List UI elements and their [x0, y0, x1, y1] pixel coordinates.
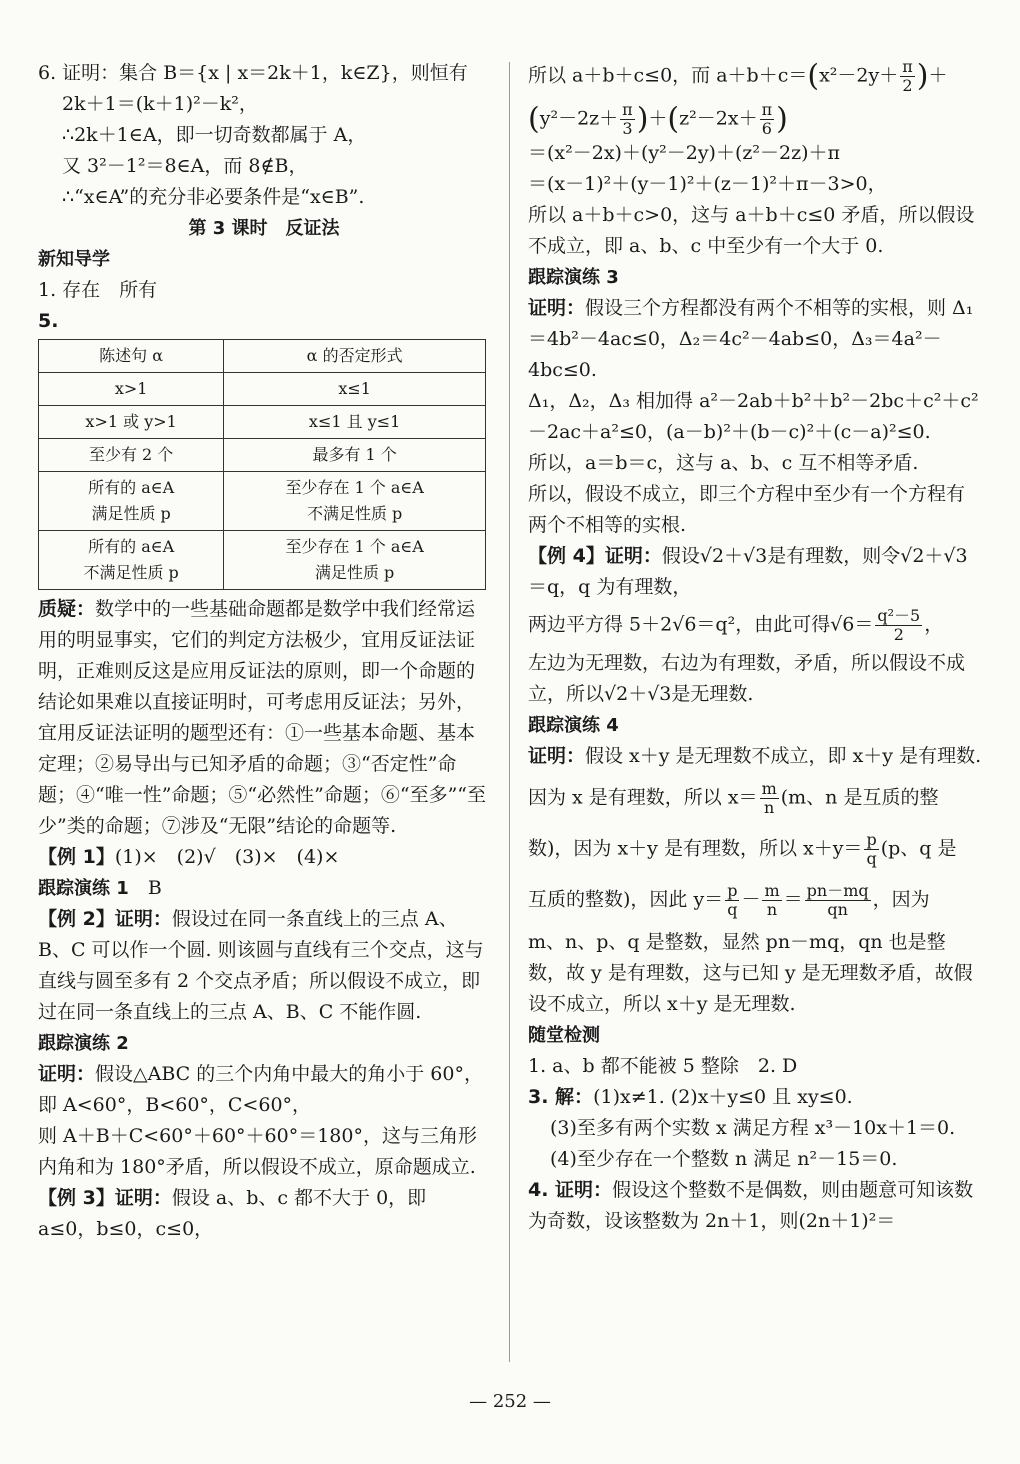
gz3-text2: Δ₁，Δ₂，Δ₃ 相加得 a²－2ab＋b²＋b²－2bc＋c²＋c²－2ac＋a²≤0，(a－b)²＋(b－c)²＋(c－a)²≤0.: [528, 390, 979, 443]
check-4: [528, 1175, 983, 1237]
r2-expr-b: z²－2x＋: [679, 107, 758, 130]
frac-pn-mq-over-qn: [805, 882, 871, 919]
gz4-text4a: 互质的整数)，因此 y＝: [528, 888, 724, 911]
c3-label: 3. 解：: [528, 1086, 594, 1108]
frac-p-over-q: [725, 882, 739, 919]
r-line5: 所以 a＋b＋c>0，这与 a＋b＋c≤0 矛盾，所以假设不成立，即 a、b、c 中至少有一个大于 0.: [528, 204, 975, 257]
r-line2: (y²－2z＋ $\frac{\pi}{3}$ )＋(z²－2x＋ $\frac{\pi}{6}$ ): [528, 100, 788, 138]
frac-pi-2: [900, 58, 915, 95]
q6-line1: 6. 证明：集合 B＝{x | x＝2k＋1，k∈Z}，则恒有: [38, 62, 468, 84]
frac-num: π: [761, 100, 773, 119]
gz4-line3: [528, 831, 983, 868]
r-line1: 所以 a＋b＋c≤0，而 a＋b＋c＝(x²－2y＋ $\frac{\pi}{2}$ )＋: [528, 57, 948, 95]
table-cell: 最多有 1 个: [224, 439, 486, 472]
q6-line4: 又 3²－1²＝8∈A，而 8∉B，: [62, 155, 308, 177]
r2-expr-a: y²－2z＋: [539, 107, 619, 130]
c4-label: 4. 证明：: [528, 1179, 613, 1201]
table-cell: x≤1: [224, 373, 486, 406]
gz4-text4b: ，因为: [872, 888, 930, 911]
frac-num: q²－5: [877, 606, 921, 625]
r-line4: ＝(x－1)²＋(y－1)²＋(z－1)²＋π－3>0，: [528, 173, 887, 195]
c4-text: 假设这个整数不是偶数，则由题意可知该数为奇数，设该整数为 2n＋1，则(2n＋1)²＝: [528, 1179, 974, 1232]
ex4-line2: 两边平方得 5＋2√6＝q²，由此可得√6＝ $\frac{\text{q²－5}}{2}$ ，: [528, 606, 944, 644]
frac-num: π: [622, 100, 633, 119]
tracking-2: [38, 1059, 490, 1121]
frac-m-over-n: [762, 882, 781, 919]
ex4-text3: 左边为无理数，右边为有理数，矛盾，所以假设不成立，所以√2＋√3是无理数.: [528, 652, 966, 705]
zhiyi-paragraph: [38, 594, 490, 842]
frac-num: pn－mq: [806, 881, 869, 900]
table-cell: 至少存在 1 个 a∈A 满足性质 p: [224, 531, 486, 590]
table-cell: x≤1 且 y≤1: [224, 406, 486, 439]
table-row: [39, 439, 486, 472]
table-cell: 所有的 a∈A 不满足性质 p: [39, 531, 224, 590]
frac-den: 6: [761, 119, 772, 138]
frac-p-over-q: [864, 831, 878, 868]
gz1-label: 跟踪演练 1: [38, 878, 129, 899]
column-divider: [509, 62, 510, 1362]
table-cell: 所有的 a∈A 满足性质 p: [39, 472, 224, 531]
tracking-4: [528, 741, 983, 772]
frac-den: q: [866, 849, 877, 868]
gz2-label: 跟踪演练 2: [38, 1033, 129, 1054]
table-row: [39, 472, 486, 531]
table-header-statement: 陈述句 α: [39, 340, 224, 373]
lesson-title: 第 3 课时 反证法: [188, 218, 340, 239]
gz4-label: 跟踪演练 4: [528, 715, 619, 736]
ex2-label: 【例 2】证明：: [38, 908, 172, 930]
gz4-line4: [528, 882, 983, 919]
r1-expr: x²－2y＋: [819, 64, 899, 87]
xzdx-heading: 新知导学: [38, 249, 110, 270]
paren-open: (: [807, 58, 820, 94]
example-3: [38, 1183, 490, 1245]
table-cell: 至少有 2 个: [39, 439, 224, 472]
frac-num: m: [764, 881, 780, 900]
frac-q2-5-over-2: [875, 607, 922, 644]
ex2-text: 假设过在同一条直线上的三点 A、B、C 可以作一个圆. 则该圆与直线有三个交点，这与直线与圆至多有 2 个交点矛盾；所以假设不成立，即过在同一条直线上的三点 A、B、C 不能作圆.: [38, 908, 484, 1023]
ex1-text: (1)× (2)√ (3)× (4)×: [114, 846, 340, 868]
tracking-1: [38, 873, 490, 904]
check-1-2: 1. a、b 都不能被 5 整除 2. D: [528, 1055, 798, 1077]
ex4-label: 【例 4】证明：: [528, 545, 662, 567]
gz3-proof-label: 证明：: [528, 297, 586, 319]
example-4: [528, 541, 983, 603]
frac-num: p: [866, 830, 877, 849]
frac-den: 3: [622, 119, 633, 138]
gz3-text4: 所以，假设不成立，即三个方程中至少有一个方程有两个不相等的实根.: [528, 483, 966, 536]
gz4-text1: 假设 x＋y 是无理数不成立，即 x＋y 是有理数.: [585, 745, 982, 767]
paren-close: ): [776, 101, 788, 137]
frac-m-over-n: [760, 780, 779, 817]
gz3-label: 跟踪演练 3: [528, 267, 619, 288]
zhiyi-label: 质疑：: [38, 598, 96, 620]
left-column: [38, 58, 490, 1245]
r1-text: 所以 a＋b＋c≤0，而 a＋b＋c＝: [528, 64, 808, 87]
table-cell: 至少存在 1 个 a∈A 不满足性质 p: [224, 472, 486, 531]
negation-table: [38, 339, 486, 590]
gz4-text3b: (p、q 是: [880, 837, 957, 860]
table-cell: x>1 或 y>1: [39, 406, 224, 439]
c3-text-c: (4)至少存在一个整数 n 满足 n²－15＝0.: [550, 1148, 898, 1170]
right-column: [528, 58, 983, 1237]
item-1: 1. 存在 所有: [38, 279, 158, 301]
q6-line2: 2k＋1＝(k＋1)²－k²，: [62, 93, 258, 115]
item-5: 5.: [38, 310, 59, 332]
gz4-text5: m、n、p、q 是整数，显然 pn－mq，qn 也是整数，故 y 是有理数，这与已知 y 是无理数矛盾，故假设不成立，所以 x＋y 是无理数.: [528, 931, 973, 1015]
ex3-label: 【例 3】证明：: [38, 1187, 172, 1209]
page-number: — 252 —: [469, 1391, 551, 1412]
table-row: [39, 406, 486, 439]
example-1: [38, 842, 490, 873]
gz1-text: B: [147, 877, 162, 899]
paren-close: ): [636, 101, 649, 137]
c3-text-a: (1)x≠1. (2)x＋y≤0 且 xy≤0.: [593, 1086, 853, 1108]
paren-open: (: [528, 101, 540, 137]
q6-line5: ∴“x∈A”的充分非必要条件是“x∈B”.: [62, 186, 365, 208]
frac-den: qn: [827, 900, 848, 919]
gz4-line2: [528, 780, 983, 817]
equals-sign: ＝: [783, 888, 803, 911]
paren-close: ): [916, 58, 929, 94]
gz2-text: 假设△ABC 的三个内角中最大的角小于 60°，即 A<60°，B<60°，C<60°，: [38, 1063, 483, 1116]
gz4-text3a: 数)，因为 x＋y 是有理数，所以 x＋y＝: [528, 837, 863, 860]
frac-pi-6: [760, 101, 775, 138]
frac-num: π: [902, 57, 913, 76]
frac-den: n: [766, 900, 778, 919]
example-2: [38, 904, 490, 1028]
check-3: [528, 1082, 983, 1113]
frac-den: q: [727, 900, 738, 919]
table-row: [39, 531, 486, 590]
frac-den: n: [763, 798, 775, 817]
tracking-3: [528, 293, 983, 386]
gz3-text3: 所以，a＝b＝c，这与 a、b、c 互不相等矛盾.: [528, 452, 919, 474]
stjc-heading: 随堂检测: [528, 1025, 600, 1046]
frac-num: p: [727, 881, 738, 900]
table-cell: x>1: [39, 373, 224, 406]
gz3-text: 假设三个方程都没有两个不相等的实根，则 Δ₁＝4b²－4ac≤0，Δ₂＝4c²－4ab≤0，Δ₃＝4a²－4bc≤0.: [528, 297, 974, 381]
gz2-proof-label: 证明：: [38, 1063, 96, 1085]
ex1-label: 【例 1】: [38, 846, 115, 868]
ex4-text2: 两边平方得 5＋2√6＝q²，由此可得√6＝: [528, 613, 874, 636]
minus-sign: －: [741, 888, 761, 911]
r-line3: ＝(x²－2x)＋(y²－2y)＋(z²－2z)＋π: [528, 142, 840, 164]
gz4-text2b: (m、n 是互质的整: [780, 786, 939, 809]
table-header-negation: α 的否定形式: [224, 340, 486, 373]
q6-line3: ∴2k＋1∈A，即一切奇数都属于 A，: [62, 124, 367, 146]
table-row: [39, 373, 486, 406]
frac-den: 2: [893, 625, 904, 644]
zhiyi-text: 数学中的一些基础命题都是数学中我们经常运用的明显事实，它们的判定方法极少，宜用反证法证明，正难则反这是应用反证法的原则，即一个命题的结论如果难以直接证明时，可考虑用反证法；另外，宜用反证法证明的题型还有：①一些基本命题、基本定理；②易导出与已知矛盾的命题；③“否定性”命题；④“唯一性”命题；⑤“必然性”命题；⑥“至多”“至少”类的命题；⑦涉及“无限”结论的命题等.: [38, 598, 486, 837]
paren-open: (: [667, 101, 680, 137]
ex4-text1: 假设√2＋√3是有理数，则令√2＋√3＝q，q 为有理数，: [528, 545, 968, 598]
gz2-text2: 则 A＋B＋C<60°＋60°＋60°＝180°，这与三角形内角和为 180°矛盾，所以假设不成立，原命题成立.: [38, 1125, 477, 1178]
gz4-proof-label: 证明：: [528, 745, 586, 767]
ex3-text: 假设 a、b、c 都不大于 0，即 a≤0，b≤0，c≤0，: [38, 1187, 427, 1240]
frac-num: m: [761, 779, 777, 798]
gz4-text2a: 因为 x 是有理数，所以 x＝: [528, 786, 758, 809]
frac-den: 2: [902, 76, 913, 95]
c3-text-b: (3)至多有两个实数 x 满足方程 x³－10x＋1＝0.: [550, 1117, 956, 1139]
frac-pi-3: [620, 101, 635, 138]
